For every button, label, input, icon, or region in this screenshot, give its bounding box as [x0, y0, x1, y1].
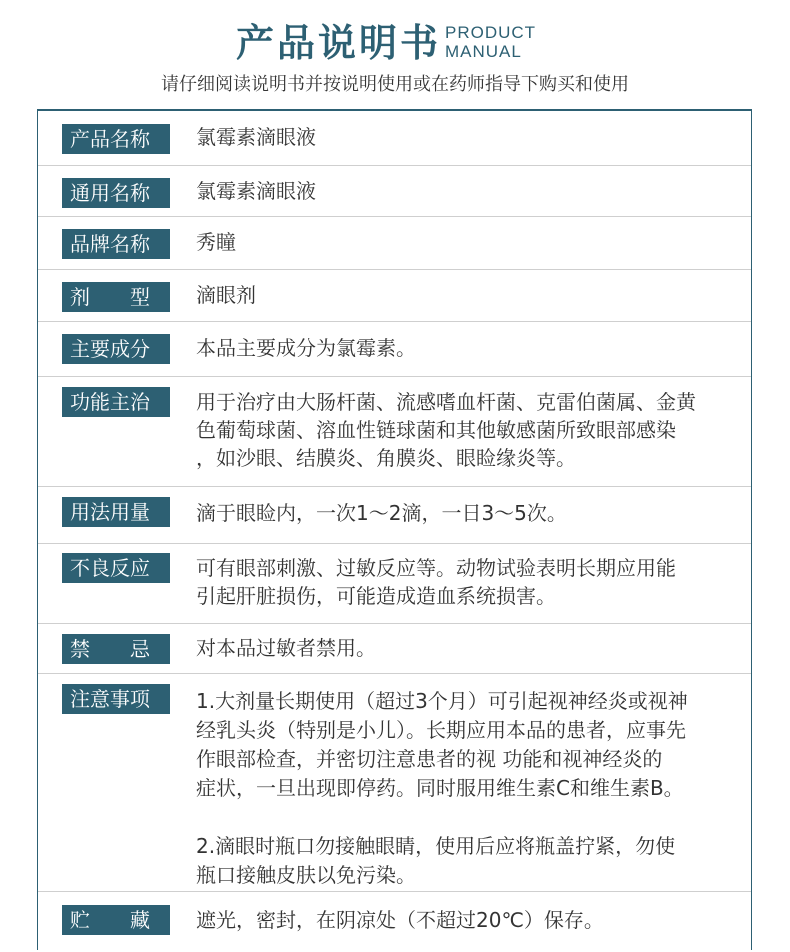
- row-contraindications: [38, 624, 751, 674]
- header: [0, 18, 790, 68]
- row-adverse-reactions: [38, 544, 751, 624]
- row-label: 通用名称: [62, 178, 170, 208]
- row-label: 剂 型: [62, 282, 170, 312]
- title-en-line1: PRODUCT: [445, 23, 537, 42]
- row-precautions: [38, 674, 751, 892]
- row-value: 用于治疗由大肠杆菌、流感嗜血杆菌、克雷伯菌属、金黄 色葡萄球菌、溶血性链球菌和其他敏感菌所致眼部感染 ，如沙眼、结膜炎、角膜炎、眼睑缘炎等。: [196, 390, 696, 470]
- row-label: 注意事项: [62, 684, 170, 714]
- row-value: 氯霉素滴眼液: [196, 125, 316, 149]
- row-label: 主要成分: [62, 334, 170, 364]
- row-generic-name: [38, 166, 751, 217]
- page-title-english: [445, 23, 536, 61]
- row-value: 对本品过敏者禁用。: [196, 636, 376, 660]
- row-label: 用法用量: [62, 497, 170, 527]
- row-label: 禁 忌: [62, 634, 170, 664]
- row-storage: [38, 892, 751, 952]
- row-value: 1.大剂量长期使用（超过3个月）可引起视神经炎或视神 经乳头炎（特别是小儿）。长期应用本品的患者，应事先 作眼部检查，并密切注意患者的视 功能和视神经炎的 症状，一旦出现即停药。同时服用维生素C和维生素B。 2.滴眼时瓶口勿接触眼睛，使用后应将瓶盖拧紧，勿使 瓶口接触皮肤以免污染。: [196, 689, 688, 887]
- subtitle: 请仔细阅读说明书并按说明使用或在药师指导下购买和使用: [161, 74, 629, 95]
- row-dosage: [38, 487, 751, 544]
- row-indications: [38, 377, 751, 487]
- row-label: 贮 藏: [62, 905, 170, 935]
- row-value: 可有眼部刺激、过敏反应等。动物试验表明长期应用能 引起肝脏损伤，可能造成造血系统损害。: [196, 556, 676, 608]
- row-value: 秀瞳: [196, 230, 236, 254]
- row-value: 滴于眼睑内，一次1～2滴，一日3～5次。: [196, 501, 567, 525]
- row-label: 不良反应: [62, 553, 170, 583]
- row-label: 品牌名称: [62, 229, 170, 259]
- row-label: 产品名称: [62, 124, 170, 154]
- row-value: 滴眼剂: [196, 283, 256, 307]
- title-en-line2: MANUAL: [445, 42, 522, 61]
- row-dosage-form: [38, 270, 751, 322]
- page-title: 产品说明书: [236, 21, 442, 65]
- row-brand-name: [38, 217, 751, 270]
- row-label: 功能主治: [62, 387, 170, 417]
- row-product-name: [38, 111, 751, 166]
- row-value: 本品主要成分为氯霉素。: [196, 336, 416, 360]
- row-value: 遮光，密封，在阴凉处（不超过20℃）保存。: [196, 908, 604, 932]
- row-main-ingredient: [38, 322, 751, 377]
- row-value: 氯霉素滴眼液: [196, 179, 316, 203]
- info-table: [37, 109, 752, 950]
